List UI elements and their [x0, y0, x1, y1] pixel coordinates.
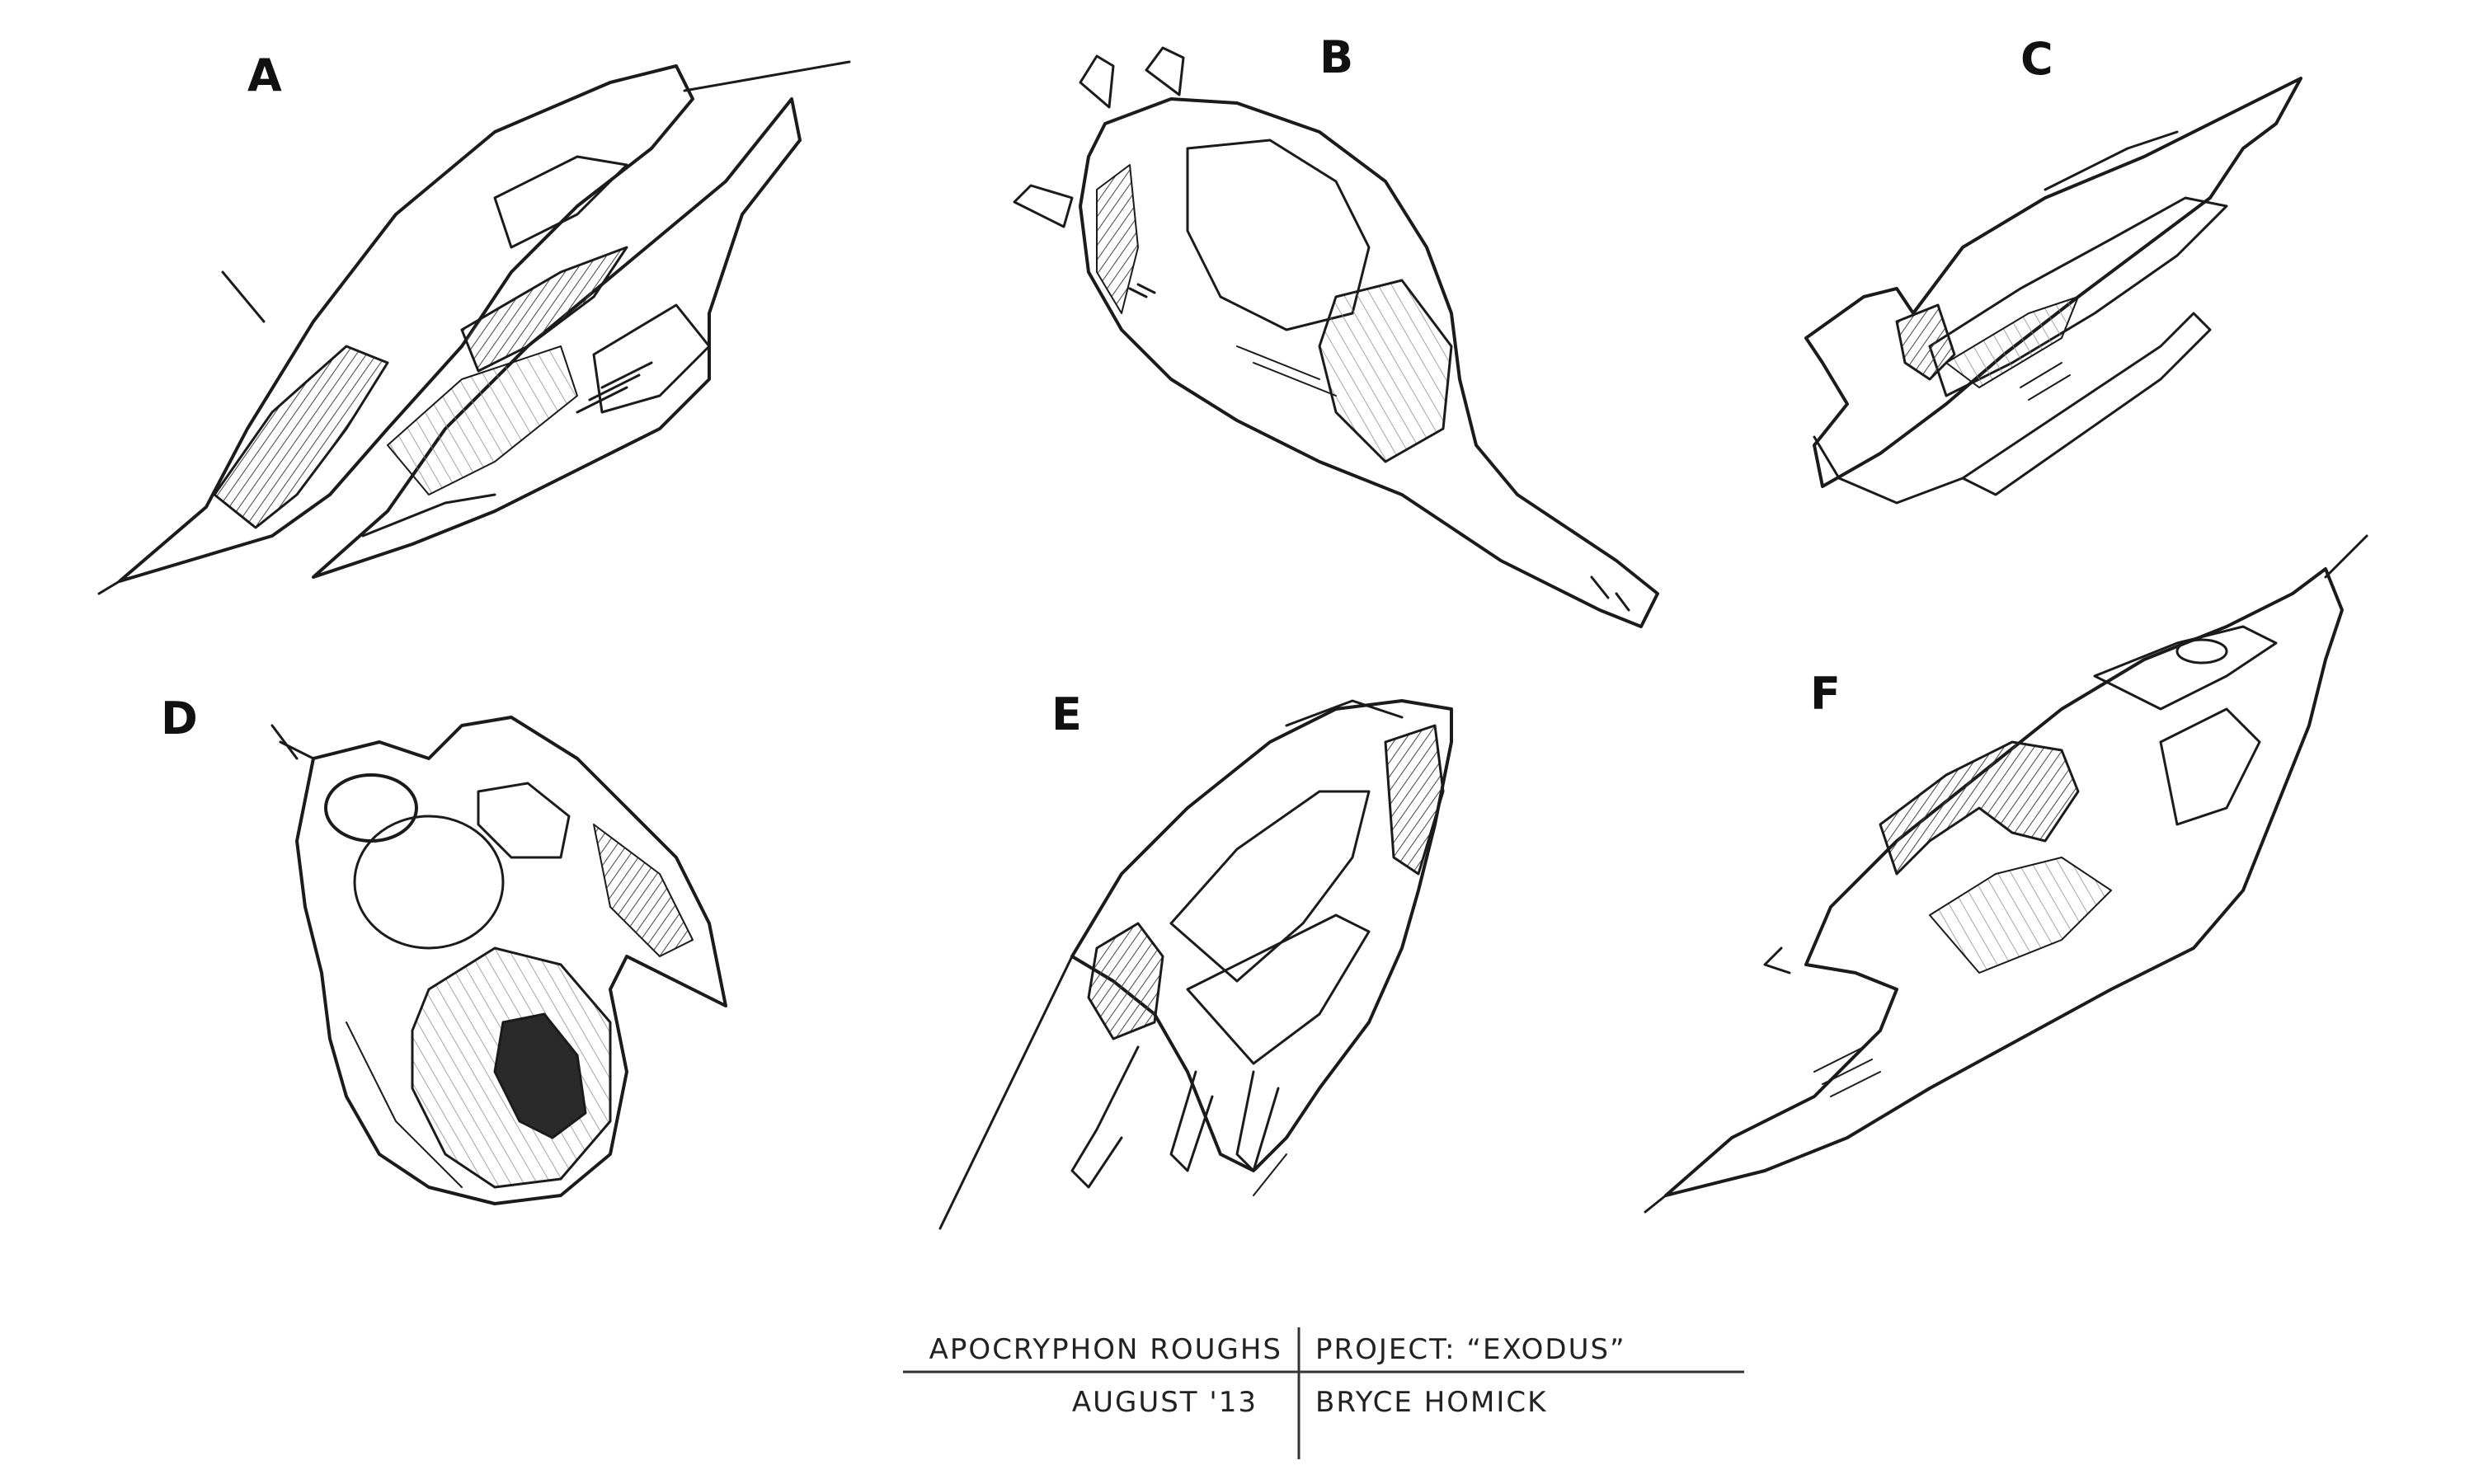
sketch-d-label: D: [161, 693, 198, 744]
ship-b-drawing: [1014, 48, 1658, 627]
project-name: PROJECT: “EXODUS”: [1315, 1333, 1626, 1366]
sketch-b-label: B: [1319, 31, 1354, 83]
sheet-date: AUGUST '13: [1071, 1386, 1258, 1419]
artist-name: BRYCE HOMICK: [1315, 1386, 1548, 1419]
ship-f-drawing: [1645, 536, 2367, 1212]
ship-a-drawing: [99, 62, 849, 594]
sketch-d: [161, 693, 726, 1204]
title-block: [903, 1327, 1744, 1459]
sketch-e-label: E: [1051, 688, 1082, 740]
sketch-e: [940, 688, 1451, 1228]
ship-d-drawing: [272, 717, 726, 1204]
sketch-b: [1014, 31, 1658, 627]
sheet-title: APOCRYPHON ROUGHS: [929, 1333, 1282, 1366]
ship-c-drawing: [1806, 78, 2301, 503]
sketch-f-label: F: [1810, 668, 1841, 720]
ship-e-drawing: [940, 701, 1451, 1228]
sketch-c-label: C: [2020, 33, 2053, 85]
sketch-a: [99, 49, 849, 594]
sketch-c: [1806, 33, 2301, 503]
sketch-a-label: A: [247, 49, 282, 101]
sketch-f: [1645, 536, 2367, 1212]
